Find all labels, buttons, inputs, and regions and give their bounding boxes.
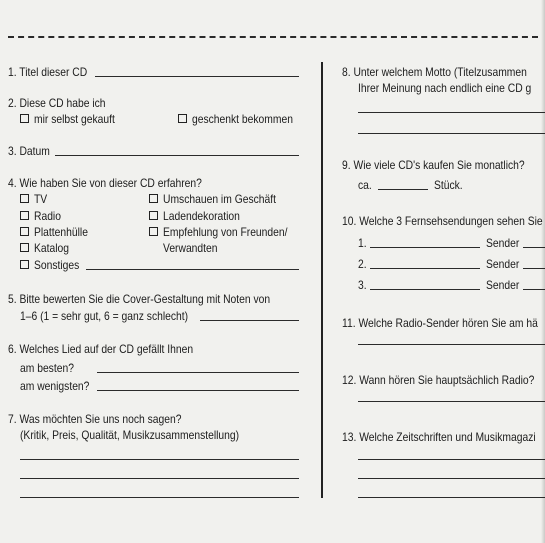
- cd-title-field[interactable]: [95, 76, 299, 77]
- sender-label: Sender: [486, 278, 520, 292]
- q5-label-line2: 1–6 (1 = sehr gut, 6 = ganz schlecht): [20, 309, 189, 323]
- q10-label: 10. Welche 3 Fernsehsendungen sehen Sie: [342, 214, 543, 228]
- self-bought-label: mir selbst gekauft: [34, 112, 115, 126]
- motto-line[interactable]: [358, 112, 545, 113]
- comment-line[interactable]: [20, 478, 299, 479]
- tv-channel-field[interactable]: [523, 268, 545, 269]
- tv-show-number: 3.: [358, 278, 367, 292]
- source-other-field[interactable]: [86, 269, 299, 270]
- radio-station-line[interactable]: [358, 344, 545, 345]
- source-friends-label: Empfehlung von Freunden/: [163, 225, 288, 239]
- q6-label: 6. Welches Lied auf der CD gefällt Ihnen: [8, 342, 194, 356]
- q5-label-line1: 5. Bitte bewerten Sie die Cover-Gestaltung mit Noten von: [8, 292, 271, 306]
- source-display-checkbox[interactable]: [149, 211, 158, 220]
- gift-label: geschenkt bekommen: [192, 112, 293, 126]
- source-friends-checkbox[interactable]: [149, 227, 158, 236]
- source-store-checkbox[interactable]: [149, 194, 158, 203]
- magazine-line[interactable]: [358, 459, 545, 460]
- date-field[interactable]: [55, 155, 299, 156]
- tv-channel-field[interactable]: [523, 289, 545, 290]
- source-other-label: Sonstiges: [34, 258, 80, 272]
- q3-label: 3. Datum: [8, 144, 50, 158]
- radio-time-line[interactable]: [358, 401, 545, 402]
- q8-label-line2: Ihrer Meinung nach endlich eine CD g: [358, 81, 532, 95]
- source-sleeve-checkbox[interactable]: [20, 227, 29, 236]
- source-friends-label-cont: Verwandten: [163, 241, 218, 255]
- tv-show-number: 2.: [358, 257, 367, 271]
- q7-label-line2: (Kritik, Preis, Qualität, Musikzusammenstellung): [20, 428, 240, 442]
- tv-channel-field[interactable]: [523, 247, 545, 248]
- q6-best-label: am besten?: [20, 361, 74, 375]
- source-sleeve-label: Plattenhülle: [34, 225, 88, 239]
- q1-label: 1. Titel dieser CD: [8, 65, 88, 79]
- q8-label-line1: 8. Unter welchem Motto (Titelzusammen: [342, 65, 527, 79]
- q9-label: 9. Wie viele CD's kaufen Sie monatlich?: [342, 158, 525, 172]
- magazine-line[interactable]: [358, 478, 545, 479]
- motto-line[interactable]: [358, 133, 545, 134]
- comment-line[interactable]: [20, 459, 299, 460]
- q6-worst-label: am wenigsten?: [20, 379, 90, 393]
- tv-show-field[interactable]: [370, 289, 480, 290]
- q9-ca-label: ca.: [358, 178, 372, 192]
- q12-label: 12. Wann hören Sie hauptsächlich Radio?: [342, 373, 535, 387]
- tv-show-field[interactable]: [370, 268, 480, 269]
- cover-rating-field[interactable]: [200, 320, 299, 321]
- sender-label: Sender: [486, 257, 520, 271]
- q7-label-line1: 7. Was möchten Sie uns noch sagen?: [8, 412, 182, 426]
- source-catalog-label: Katalog: [34, 241, 70, 255]
- q11-label: 11. Welche Radio-Sender hören Sie am hä: [342, 316, 538, 330]
- column-divider: [321, 62, 323, 498]
- comment-line[interactable]: [20, 497, 299, 498]
- source-catalog-checkbox[interactable]: [20, 243, 29, 252]
- q4-label: 4. Wie haben Sie von dieser CD erfahren?: [8, 176, 202, 190]
- source-radio-checkbox[interactable]: [20, 211, 29, 220]
- tv-show-field[interactable]: [370, 247, 480, 248]
- scan-edge: [541, 0, 545, 543]
- source-tv-label: TV: [34, 192, 48, 206]
- sender-label: Sender: [486, 236, 520, 250]
- least-favorite-song-field[interactable]: [97, 390, 299, 391]
- favorite-song-field[interactable]: [97, 372, 299, 373]
- q9-stueck-label: Stück.: [434, 178, 463, 192]
- q13-label: 13. Welche Zeitschriften und Musikmagazi: [342, 430, 536, 444]
- source-tv-checkbox[interactable]: [20, 194, 29, 203]
- tv-show-number: 1.: [358, 236, 367, 250]
- cd-count-field[interactable]: [378, 189, 428, 190]
- q2-label: 2. Diese CD habe ich: [8, 96, 106, 110]
- magazine-line[interactable]: [358, 497, 545, 498]
- source-other-checkbox[interactable]: [20, 260, 29, 269]
- gift-checkbox[interactable]: [178, 114, 187, 123]
- cut-line: [8, 36, 538, 38]
- self-bought-checkbox[interactable]: [20, 114, 29, 123]
- source-store-label: Umschauen im Geschäft: [163, 192, 276, 206]
- source-display-label: Ladendekoration: [163, 209, 240, 223]
- source-radio-label: Radio: [34, 209, 61, 223]
